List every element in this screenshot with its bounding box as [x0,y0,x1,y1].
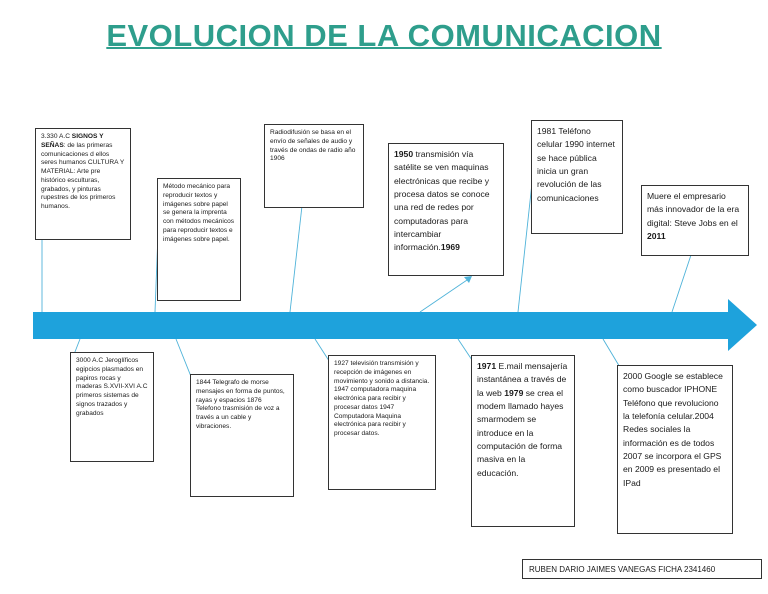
satelite-text: transmisión vía satélite se ven maquinas electrónicas que recibe y procesa datos se conoce una red de redes por computadoras para intercambiar información. [394,149,490,253]
television-text: 1927 televisión transmisión y recepción de imágenes en movimiento y sonido a distancia. 1947 computadora maquina electrónica para recibir y procesar datos 1947 Computadora Maquina electrónica para recibir y procesar datos. [334,360,430,438]
email-text-end: se crea el modem llamado hayes smarmodem se introduce en la computación de forma masiva en la educación. [477,387,564,478]
box-celular [531,120,623,234]
box-imprenta [157,178,241,301]
box-email [471,355,575,527]
satelite-year: 1950 [394,149,414,159]
telegrafo-text: 1844 Telegrafo de morse mensajes en forma de puntos, rayas y espacios 1876 Telefono trasmisión de voz a través a un cable y vibraciones. [196,379,285,430]
box-signos [35,128,131,240]
signos-heading: SIGNOS Y SEÑAS [41,133,104,149]
box-jeroglificos [70,352,154,462]
box-television [328,355,436,490]
box-telegrafo [190,374,294,497]
jeroglificos-text: 3000 A.C Jeroglíficos egipcios plasmados en papiros rocas y maderas S.XVII-XVI A.C primeros sistemas de signos trazados y grabados [76,357,148,417]
google-text: 2000 Google se establece como buscador IPHONE Teléfono que revoluciono la telefonía celular.2004 Redes sociales la información es de todos 2007 se incorpora el GPS en 2009 es presentado el IPad [623,371,723,488]
steve-jobs-text: Muere el empresario más innovador de la era digital: Steve Jobs en el [647,191,740,228]
box-google [617,365,733,534]
email-text: E.mail mensajería instantánea a través de la web [477,361,568,398]
box-steve-jobs [641,185,749,256]
timeline-arrow [33,299,757,351]
author-footer: RUBEN DARIO JAIMES VANEGAS FICHA 2341460 [522,559,762,579]
radiodifusion-text: Radiodifusión se basa en el envío de señales de audio y través de ondas de radio año 1906 [270,129,356,163]
satelite-year-end: 1969 [440,242,460,253]
celular-text: 1981 Teléfono celular 1990 internet se hace pública inicia un gran revolución de las comunicaciones [537,126,615,203]
signos-date: 3.330 A.C [41,133,72,140]
email-year: 1971 [477,361,497,371]
page-title: EVOLUCION DE LA COMUNICACION [106,18,662,53]
steve-jobs-year: 2011 [647,230,666,241]
box-radiodifusion [264,124,364,208]
signos-text: : de las primeras comunicaciones d ellos seres humanos CULTURA Y MATERIAL: Arte pre histórico esculturas, grabados, y pinturas rupestres de los primeros humanos. [41,141,125,211]
box-satelite [388,143,504,276]
imprenta-text: Método mecánico para reproducir textos y imágenes sobre papel se genera la imprenta con métodos mecánicos para reproducir textos e imágenes sobre papel. [163,183,235,243]
email-year-2: 1979 [504,387,524,398]
